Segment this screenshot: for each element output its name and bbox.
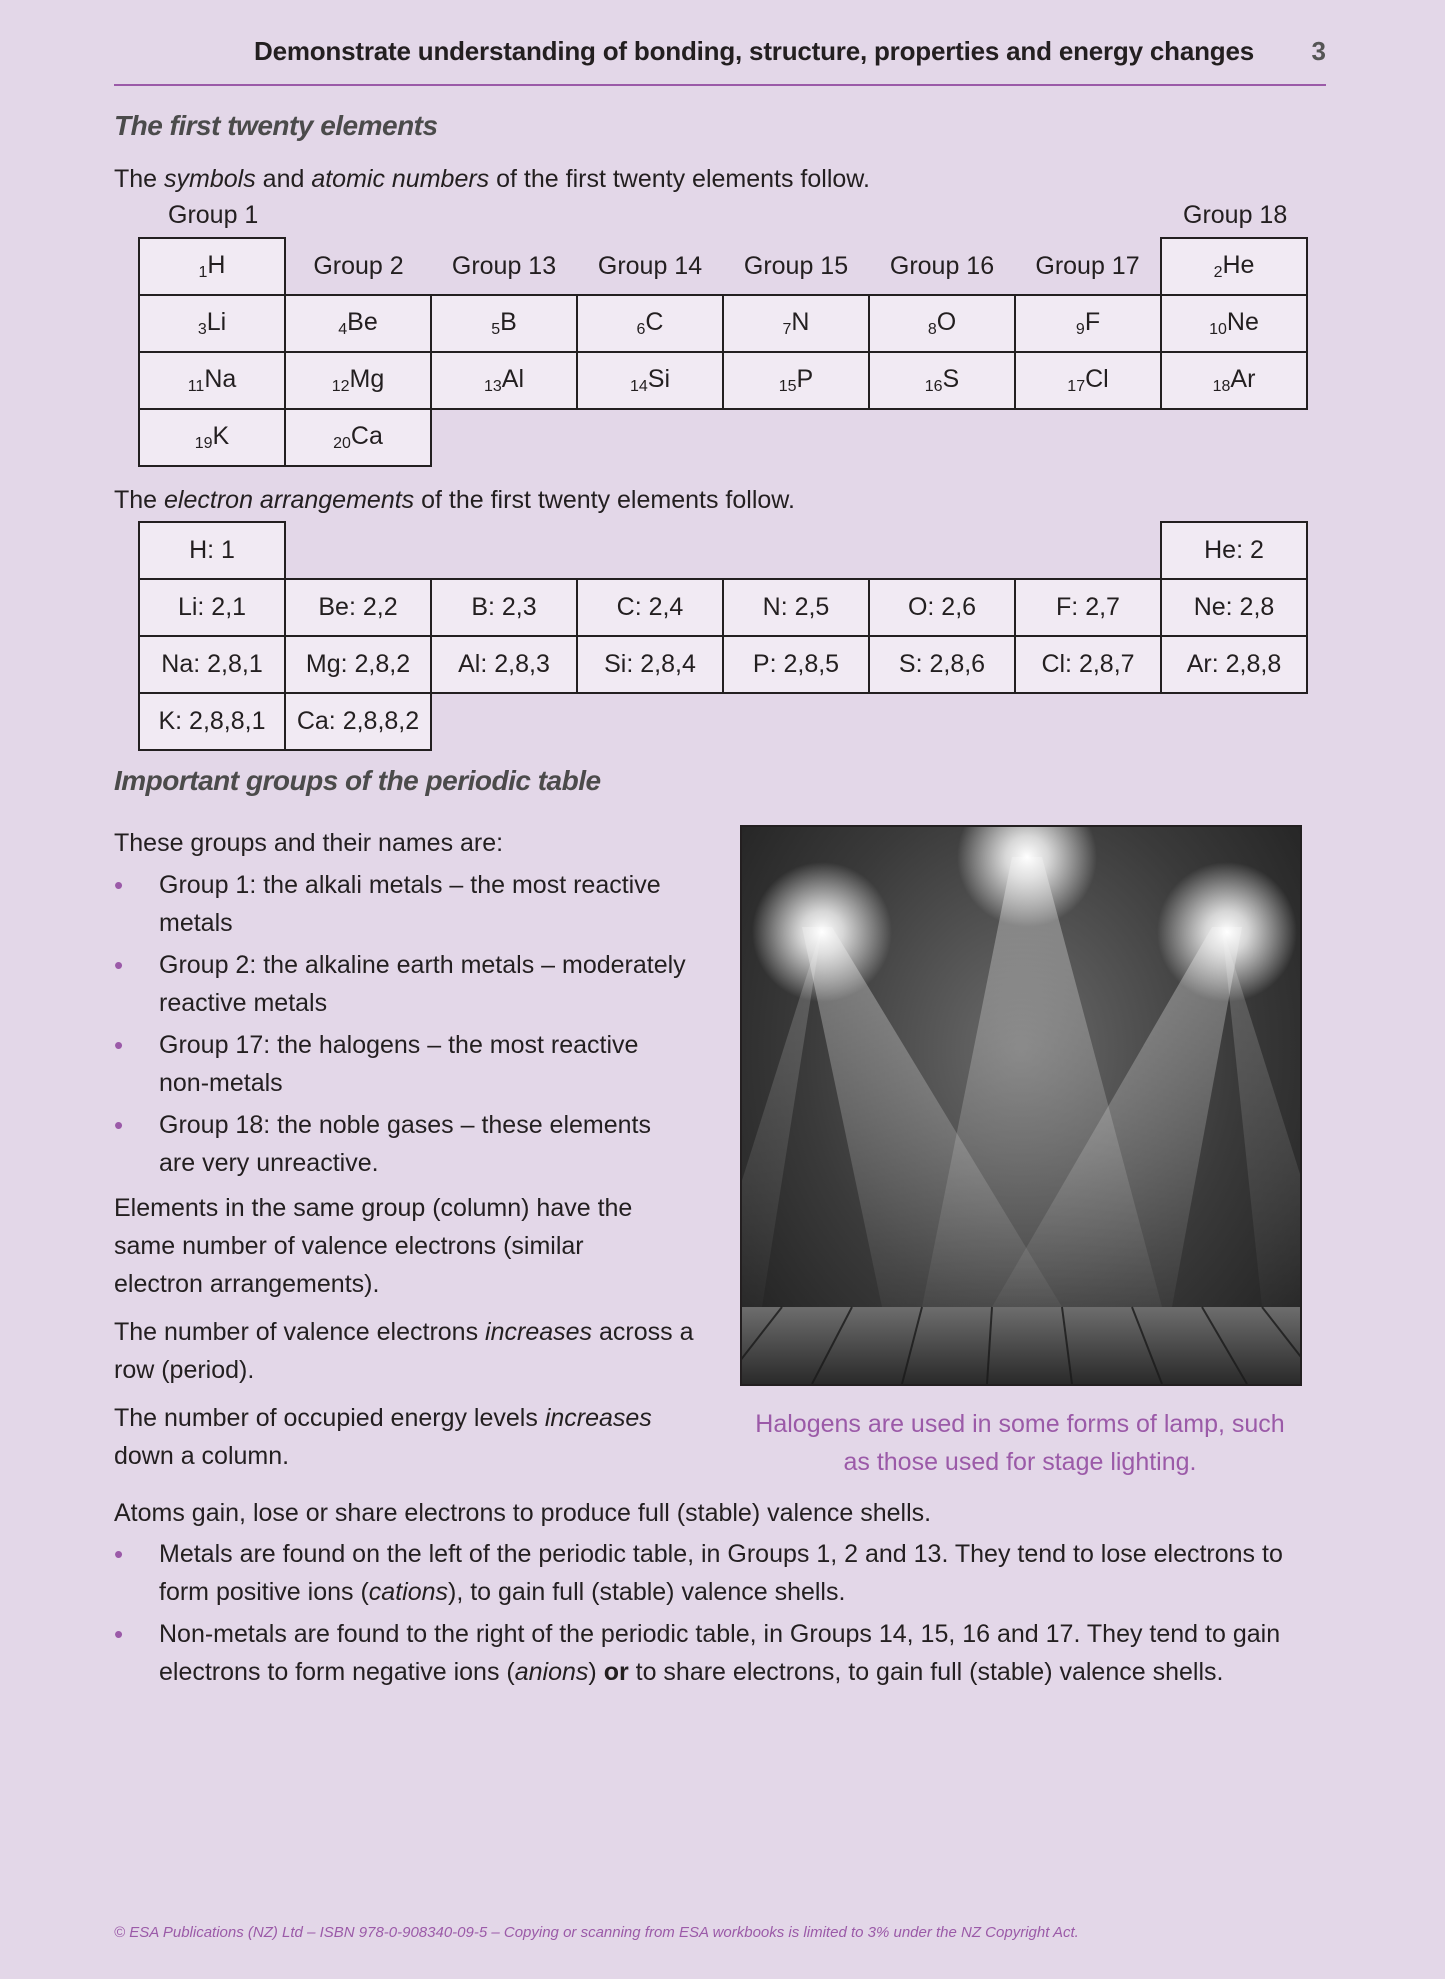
group-header: Group 13 xyxy=(451,251,557,280)
header-title: Demonstrate understanding of bonding, structure, properties and energy changes xyxy=(254,36,1254,66)
element-cell-Ca: $_{20}$Ca xyxy=(285,409,431,466)
list-item: • Group 17: the halogens – the most reactive non-metals xyxy=(114,1026,694,1102)
arrangement-cell-Na: Na: 2,8,1 xyxy=(139,636,285,693)
arrangement-cell-S: S: 2,8,6 xyxy=(869,636,1015,693)
arrangement-cell-Ca: Ca: 2,8,8,2 xyxy=(285,693,431,750)
group-header: Group 15 xyxy=(743,251,849,280)
arrangement-cell-O: O: 2,6 xyxy=(869,579,1015,636)
element-cell-Cl: $_{17}$Cl xyxy=(1015,352,1161,409)
arrangement-cell-Al: Al: 2,8,3 xyxy=(431,636,577,693)
group1-label: Group 1 xyxy=(168,201,259,229)
intro-symbols: The symbols and atomic numbers of the first twenty elements follow. xyxy=(114,165,870,193)
element-cell-Ne: $_{10}$Ne xyxy=(1161,295,1307,352)
image-caption: Halogens are used in some forms of lamp, such as those used for stage lighting. xyxy=(755,1410,1285,1476)
element-cell-P: $_{15}$P xyxy=(723,352,869,409)
same-group-paragraph: Elements in the same group (column) have the same number of valence electrons (similar electron arrangements). xyxy=(114,1194,633,1298)
stage-lighting-photo xyxy=(740,825,1302,1386)
element-cell-Li: $_3$Li xyxy=(139,295,285,352)
element-cell-Na: $_{11}$Na xyxy=(139,352,285,409)
arrangement-cell-K: K: 2,8,8,1 xyxy=(139,693,285,750)
group-header: Group 16 xyxy=(889,251,995,280)
arrangement-cell-C: C: 2,4 xyxy=(577,579,723,636)
group-header: Group 14 xyxy=(597,251,703,280)
arrangement-cell-Li: Li: 2,1 xyxy=(139,579,285,636)
heading-first-twenty: The first twenty elements xyxy=(114,110,438,141)
groups-intro: These groups and their names are: xyxy=(114,829,504,857)
arrangement-cell-Cl: Cl: 2,8,7 xyxy=(1015,636,1161,693)
element-cell-B: $_5$B xyxy=(431,295,577,352)
arrangement-cell-N: N: 2,5 xyxy=(723,579,869,636)
groups-list xyxy=(114,866,694,1186)
metals-list xyxy=(114,1535,1334,1695)
arrangement-cell-F: F: 2,7 xyxy=(1015,579,1161,636)
page-number: 3 xyxy=(1311,36,1326,66)
element-cell-Mg: $_{12}$Mg xyxy=(285,352,431,409)
intro-arrangements: The electron arrangements of the first twenty elements follow. xyxy=(114,486,795,514)
element-cell-O: $_8$O xyxy=(869,295,1015,352)
element-cell-H: $_1$H xyxy=(139,238,285,295)
element-cell-C: $_6$C xyxy=(577,295,723,352)
arrangement-cell-He: He: 2 xyxy=(1161,522,1307,579)
stage-lights-illustration xyxy=(742,827,1300,1384)
element-cell-Al: $_{13}$Al xyxy=(431,352,577,409)
group18-label: Group 18 xyxy=(1183,201,1288,229)
list-item-nonmetals: • Non-metals are found to the right of the periodic table, in Groups 14, 15, 16 and 17. They tend to gain electrons to form negative ions (anions) or to share electrons, to gain full (stable) valence shells. xyxy=(114,1615,1334,1691)
arrangement-cell-Ne: Ne: 2,8 xyxy=(1161,579,1307,636)
element-cell-F: $_9$F xyxy=(1015,295,1161,352)
element-cell-He: $_2$He xyxy=(1161,238,1307,295)
arrangement-cell-Ar: Ar: 2,8,8 xyxy=(1161,636,1307,693)
list-item: • Group 1: the alkali metals – the most reactive metals xyxy=(114,866,694,942)
atoms-paragraph: Atoms gain, lose or share electrons to produce full (stable) valence shells. xyxy=(114,1499,932,1527)
element-cell-N: $_7$N xyxy=(723,295,869,352)
across-row-paragraph: The number of valence electrons increases across a row (period). xyxy=(114,1318,694,1384)
arrangement-cell-Si: Si: 2,8,4 xyxy=(577,636,723,693)
element-cell-Be: $_4$Be xyxy=(285,295,431,352)
list-item: • Group 18: the noble gases – these elements are very unreactive. xyxy=(114,1106,694,1182)
arrangement-cell-Mg: Mg: 2,8,2 xyxy=(285,636,431,693)
arrangement-cell-H: H: 1 xyxy=(139,522,285,579)
element-cell-Ar: $_{18}$Ar xyxy=(1161,352,1307,409)
arrangements-table xyxy=(138,521,1308,751)
element-cell-Si: $_{14}$Si xyxy=(577,352,723,409)
list-item-metals: • Metals are found on the left of the periodic table, in Groups 1, 2 and 13. They tend to lose electrons to form positive ions (cations), to gain full (stable) valence shells. xyxy=(114,1535,1334,1611)
list-item: • Group 2: the alkaline earth metals – moderately reactive metals xyxy=(114,946,694,1022)
page-header xyxy=(114,32,1326,86)
group-header: Group 2 xyxy=(313,251,404,280)
element-cell-K: $_{19}$K xyxy=(139,409,285,466)
arrangement-cell-B: B: 2,3 xyxy=(431,579,577,636)
element-cell-S: $_{16}$S xyxy=(869,352,1015,409)
arrangement-cell-Be: Be: 2,2 xyxy=(285,579,431,636)
heading-important-groups: Important groups of the periodic table xyxy=(114,765,601,796)
copyright-footer: © ESA Publications (NZ) Ltd – ISBN 978-0-908340-09-5 – Copying or scanning from ESA workbooks is limited to 3% under the NZ Copyright Act. xyxy=(114,1924,1079,1941)
group-header: Group 17 xyxy=(1035,251,1140,280)
symbols-table xyxy=(138,237,1308,467)
arrangement-cell-P: P: 2,8,5 xyxy=(723,636,869,693)
down-column-paragraph: The number of occupied energy levels increases down a column. xyxy=(114,1404,652,1470)
